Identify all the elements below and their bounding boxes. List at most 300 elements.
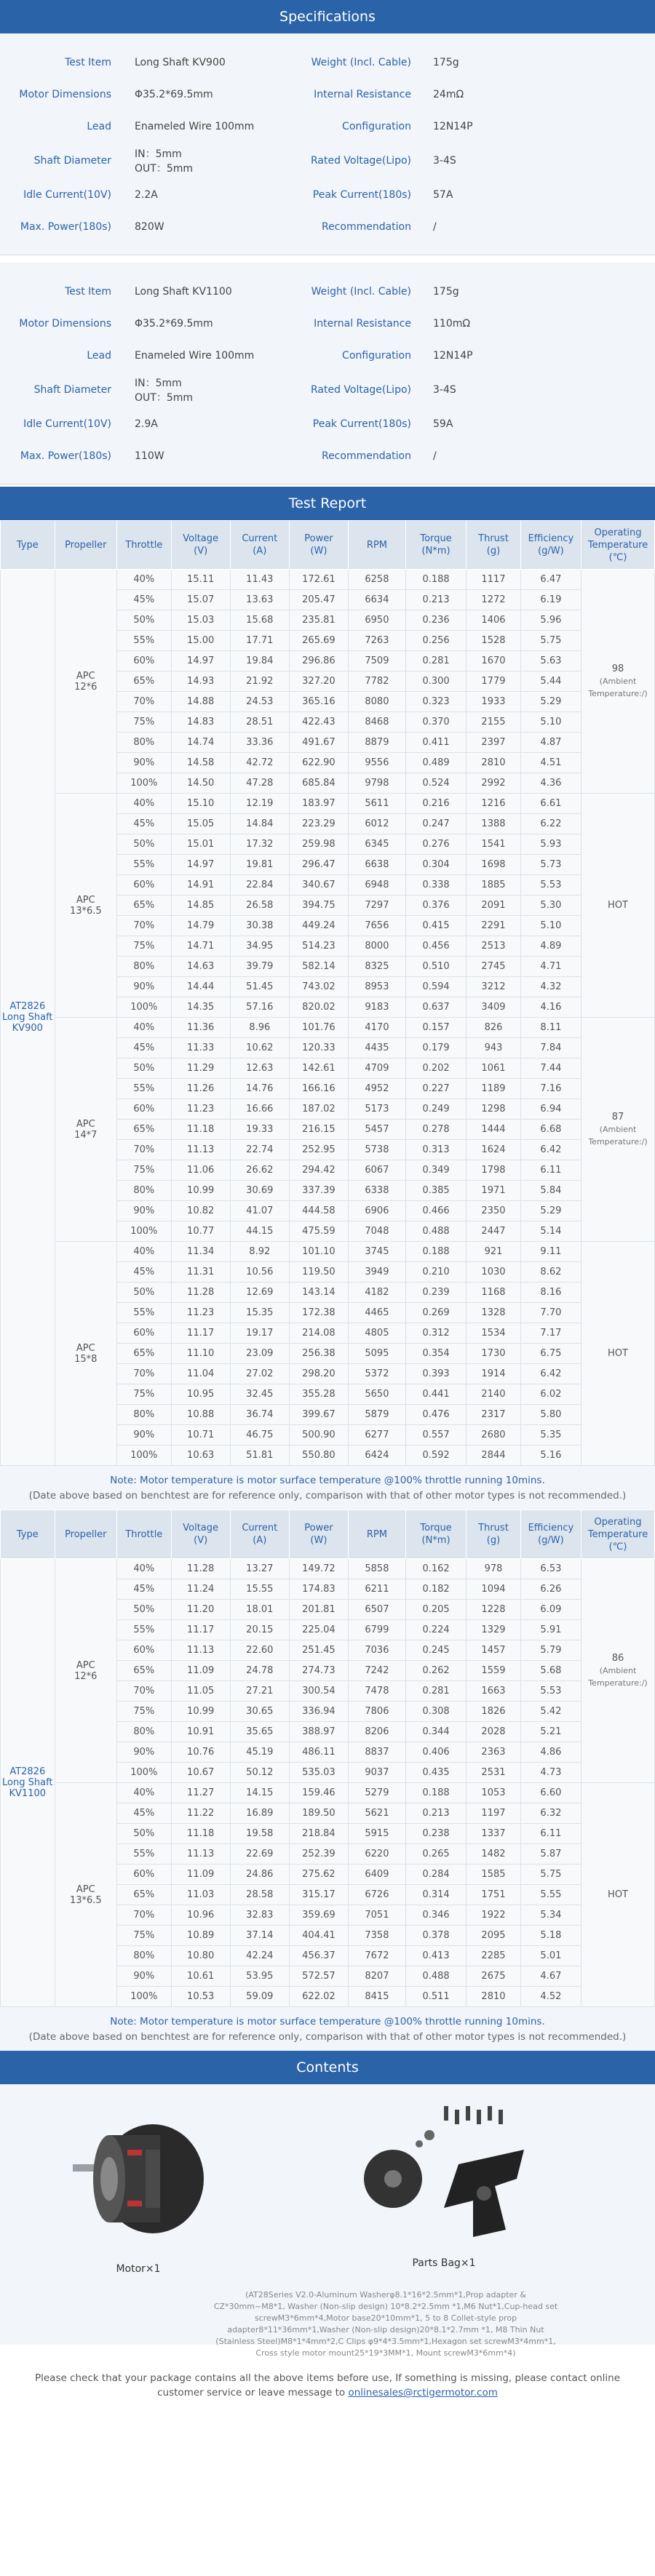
temperature-note: (Ambient Temperature:/) [588,1125,648,1147]
data-cell: 5.53 [520,875,581,896]
table-header-row [1,1510,655,1559]
data-cell: 5.79 [520,1640,581,1661]
data-cell: 1228 [467,1600,521,1620]
data-cell: 0.511 [405,1987,466,2007]
data-cell: 1061 [467,1058,521,1079]
data-cell: 101.10 [289,1242,348,1262]
data-cell: 8953 [348,977,405,997]
column-header: Type [1,1510,55,1559]
temperature-note: (Ambient Temperature:/) [588,1666,648,1688]
spec-row [0,211,655,243]
data-cell: 14.71 [171,936,230,957]
temperature-value: HOT [608,1348,628,1359]
data-cell: 5.14 [520,1221,581,1242]
column-header: Current (A) [230,521,289,570]
data-cell: 45% [117,1579,172,1600]
data-cell: 252.95 [289,1140,348,1160]
data-cell: 34.95 [230,936,289,957]
data-cell: 4.51 [520,753,581,773]
contents-title-bar [0,2051,655,2084]
spec-row [0,47,655,79]
table-row [1,1559,655,1579]
data-cell: 1030 [467,1262,521,1283]
data-cell: 11.33 [171,1038,230,1058]
spec-label: Configuration [342,350,411,362]
data-cell: 0.276 [405,834,466,855]
data-cell: 1328 [467,1303,521,1323]
data-cell: 8000 [348,936,405,957]
data-cell: 100% [117,1221,172,1242]
data-cell: 685.84 [289,773,348,794]
data-cell: 19.17 [230,1323,289,1344]
data-cell: 6220 [348,1844,405,1865]
data-cell: 14.97 [171,651,230,671]
data-cell: 2810 [467,753,521,773]
data-cell: 8.96 [230,1018,289,1038]
data-cell: 274.73 [289,1661,348,1681]
data-cell: 53.95 [230,1966,289,1987]
parts-bag-item [349,2099,539,2269]
data-cell: 24.86 [230,1865,289,1885]
data-cell: 456.37 [289,1946,348,1966]
data-cell: 0.278 [405,1120,466,1140]
temperature-cell [581,570,655,794]
data-cell: 30.38 [230,916,289,936]
data-cell: 70% [117,692,172,712]
data-cell: 90% [117,753,172,773]
data-cell: 4.32 [520,977,581,997]
data-cell: 2513 [467,936,521,957]
data-cell: 826 [467,1018,521,1038]
column-header: Throttle [117,1510,172,1559]
data-cell: 1559 [467,1661,521,1681]
data-cell: 5.68 [520,1661,581,1681]
data-cell: 1779 [467,671,521,692]
data-cell: 0.314 [405,1885,466,1905]
data-cell: 5.73 [520,855,581,875]
data-cell: 0.304 [405,855,466,875]
data-cell: 5738 [348,1140,405,1160]
data-cell: 70% [117,1681,172,1702]
data-cell: 8.92 [230,1242,289,1262]
data-cell: 75% [117,1702,172,1722]
spec-value: Φ35.2*69.5mm [135,318,213,330]
data-cell: 0.179 [405,1038,466,1058]
data-cell: 0.323 [405,692,466,712]
data-cell: 5879 [348,1405,405,1425]
data-cell: 70% [117,1905,172,1926]
data-cell: 1885 [467,875,521,896]
temperature-value: 87 [611,1112,624,1122]
data-cell: 7656 [348,916,405,936]
spec-value: 3-4S [433,155,456,167]
data-cell: 7782 [348,671,405,692]
spec-value: 2.2A [135,189,158,201]
data-cell: 251.45 [289,1640,348,1661]
data-cell: 5.53 [520,1681,581,1702]
column-header: Operating Temperature (℃) [581,1510,655,1559]
data-cell: 214.08 [289,1323,348,1344]
data-cell: 7036 [348,1640,405,1661]
data-cell: 3949 [348,1262,405,1283]
data-cell: 70% [117,1364,172,1384]
propeller-cell: APC 13*6.5 [55,794,117,1018]
data-cell: 1914 [467,1364,521,1384]
motor-type-cell: AT2826 Long Shaft KV900 [1,570,55,1466]
data-cell: 60% [117,1099,172,1120]
data-cell: 622.02 [289,1987,348,2007]
data-cell: 142.61 [289,1058,348,1079]
data-cell: 205.47 [289,590,348,610]
column-header: Efficiency (g/W) [520,1510,581,1559]
email-link[interactable]: onlinesales@rctigermotor.com [348,2387,498,2398]
data-cell: 6.61 [520,794,581,814]
data-cell: 14.74 [171,733,230,753]
temperature-value: HOT [608,1889,628,1900]
data-cell: 1197 [467,1803,521,1824]
data-cell: 5650 [348,1384,405,1405]
spec-label: Max. Power(180s) [20,221,111,233]
data-cell: 60% [117,651,172,671]
spec-label: Internal Resistance [314,89,411,100]
data-cell: 14.50 [171,773,230,794]
data-cell: 2317 [467,1405,521,1425]
spec-block-kv900 [0,33,655,255]
data-cell: 0.262 [405,1661,466,1681]
data-cell: 16.66 [230,1099,289,1120]
data-cell: 0.489 [405,753,466,773]
data-cell: 27.21 [230,1681,289,1702]
data-cell: 11.27 [171,1783,230,1803]
data-cell: 1534 [467,1323,521,1344]
data-cell: 14.93 [171,671,230,692]
data-cell: 5.10 [520,712,581,733]
data-cell: 1798 [467,1160,521,1181]
spec-row [0,440,655,472]
data-cell: 6634 [348,590,405,610]
data-cell: 90% [117,1966,172,1987]
column-header: Power (W) [289,1510,348,1559]
data-cell: 9798 [348,773,405,794]
data-cell: 0.238 [405,1824,466,1844]
data-cell: 42.72 [230,753,289,773]
data-cell: 7051 [348,1905,405,1926]
data-cell: 0.210 [405,1262,466,1283]
data-cell: 315.17 [289,1885,348,1905]
data-cell: 22.69 [230,1844,289,1865]
data-cell: 11.10 [171,1344,230,1364]
data-cell: 10.76 [171,1742,230,1763]
data-cell: 5.91 [520,1620,581,1640]
footer-line-1: Please check that your package contains all the above items before use, If something is missing, please contact online [34,2372,621,2384]
data-cell: 8325 [348,957,405,977]
data-cell: 11.36 [171,1018,230,1038]
data-cell: 80% [117,1181,172,1201]
data-cell: 500.90 [289,1425,348,1445]
data-cell: 11.22 [171,1803,230,1824]
data-cell: 0.213 [405,1803,466,1824]
propeller-cell: APC 13*6.5 [55,1783,117,2007]
data-cell: 0.557 [405,1425,466,1445]
data-cell: 40% [117,794,172,814]
data-cell: 0.411 [405,733,466,753]
data-cell: 11.13 [171,1844,230,1865]
data-cell: 15.05 [171,814,230,834]
data-cell: 336.94 [289,1702,348,1722]
column-header: Thrust (g) [467,1510,521,1559]
data-cell: 404.41 [289,1926,348,1946]
data-cell: 36.74 [230,1405,289,1425]
data-cell: 65% [117,1885,172,1905]
data-cell: 12.63 [230,1058,289,1079]
data-cell: 365.16 [289,692,348,712]
data-cell: 1168 [467,1283,521,1303]
data-cell: 5858 [348,1559,405,1579]
data-cell: 1457 [467,1640,521,1661]
data-cell: 3212 [467,977,521,997]
parts-bag-image [349,2099,539,2252]
data-cell: 19.81 [230,855,289,875]
spec-row [0,276,655,308]
data-cell: 80% [117,957,172,977]
data-cell: 18.01 [230,1600,289,1620]
data-cell: 2140 [467,1384,521,1405]
spec-label: Rated Voltage(Lipo) [310,155,411,167]
table-row [1,1242,655,1262]
data-cell: 6.19 [520,590,581,610]
temperature-value: HOT [608,900,628,911]
data-cell: 10.71 [171,1425,230,1445]
spec-value: Long Shaft KV900 [135,57,226,68]
propeller-cell: APC 15*8 [55,1242,117,1466]
note-line-1: Note: Motor temperature is motor surface temperature @100% throttle running 10mins. [110,1475,545,1486]
data-cell: 327.20 [289,671,348,692]
data-cell: 50% [117,1824,172,1844]
data-cell: 15.55 [230,1579,289,1600]
data-cell: 0.213 [405,590,466,610]
data-cell: 296.86 [289,651,348,671]
data-cell: 0.637 [405,997,466,1018]
data-cell: 75% [117,936,172,957]
data-cell: 6.60 [520,1783,581,1803]
data-cell: 6507 [348,1600,405,1620]
data-cell: 475.59 [289,1221,348,1242]
data-cell: 44.15 [230,1221,289,1242]
data-cell: 6.09 [520,1600,581,1620]
motor-type-cell: AT2826 Long Shaft KV1100 [1,1559,55,2007]
spec-value: 110mΩ [433,318,471,330]
data-cell: 0.406 [405,1742,466,1763]
data-cell: 4170 [348,1018,405,1038]
parts-bag-label: Parts Bag×1 [412,2257,476,2269]
data-cell: 0.308 [405,1702,466,1722]
column-header: Propeller [55,1510,117,1559]
data-cell: 172.61 [289,570,348,590]
specifications-title: Specifications [279,9,376,25]
data-cell: 5457 [348,1120,405,1140]
data-cell: 0.524 [405,773,466,794]
data-cell: 12.19 [230,794,289,814]
data-cell: 6950 [348,610,405,631]
data-cell: 11.09 [171,1865,230,1885]
data-cell: 5915 [348,1824,405,1844]
data-cell: 90% [117,1742,172,1763]
temperature-value: 86 [611,1653,624,1664]
data-cell: 3745 [348,1242,405,1262]
data-cell: 11.26 [171,1079,230,1099]
spec-label: Lead [87,121,111,132]
data-cell: 5.21 [520,1722,581,1742]
data-cell: 0.157 [405,1018,466,1038]
data-cell: 55% [117,1844,172,1865]
data-cell: 6424 [348,1445,405,1466]
data-cell: 8415 [348,1987,405,2007]
spec-value: Enameled Wire 100mm [135,121,255,132]
data-cell: 355.28 [289,1384,348,1405]
data-cell: 6.32 [520,1803,581,1824]
data-cell: 40% [117,1559,172,1579]
data-cell: 4.86 [520,1742,581,1763]
data-cell: 1482 [467,1844,521,1865]
data-cell: 1751 [467,1885,521,1905]
test-report-title: Test Report [288,495,367,511]
data-cell: 0.281 [405,1681,466,1702]
data-cell: 7242 [348,1661,405,1681]
data-cell: 1730 [467,1344,521,1364]
data-cell: 10.95 [171,1384,230,1405]
data-cell: 24.53 [230,692,289,712]
data-cell: 70% [117,916,172,936]
data-cell: 6345 [348,834,405,855]
spec-label: Test Item [65,57,111,68]
data-cell: 11.03 [171,1885,230,1905]
data-cell: 514.23 [289,936,348,957]
data-cell: 259.98 [289,834,348,855]
data-cell: 37.14 [230,1926,289,1946]
spec-label: Test Item [65,286,111,298]
data-cell: 0.188 [405,1783,466,1803]
data-cell: 4435 [348,1038,405,1058]
spec-value: 175g [433,57,459,68]
data-cell: 394.75 [289,896,348,916]
data-cell: 4952 [348,1079,405,1099]
data-cell: 183.97 [289,794,348,814]
spec-label: Recommendation [321,450,411,462]
spec-row [0,308,655,340]
data-cell: 7263 [348,631,405,651]
data-cell: 11.43 [230,570,289,590]
temperature-cell [581,1018,655,1242]
temperature-value: 98 [611,663,624,674]
data-cell: 8879 [348,733,405,753]
data-cell: 11.29 [171,1058,230,1079]
data-cell: 143.14 [289,1283,348,1303]
data-cell: 15.35 [230,1303,289,1323]
data-cell: 55% [117,1303,172,1323]
spec-label: Shaft Diameter [33,155,111,167]
data-cell: 5.01 [520,1946,581,1966]
data-cell: 5.34 [520,1905,581,1926]
data-cell: 8.11 [520,1018,581,1038]
spec-label: Rated Voltage(Lipo) [310,384,411,396]
data-cell: 0.182 [405,1579,466,1600]
data-cell: 21.92 [230,671,289,692]
data-cell: 23.09 [230,1344,289,1364]
data-cell: 0.370 [405,712,466,733]
data-cell: 50.12 [230,1763,289,1783]
test-table-kv1100 [0,1510,655,2007]
data-cell: 6211 [348,1579,405,1600]
data-cell: 149.72 [289,1559,348,1579]
data-cell: 17.71 [230,631,289,651]
motor-image [66,2106,211,2252]
data-cell: 1298 [467,1099,521,1120]
data-cell: 14.79 [171,916,230,936]
note-kv1100 [0,2007,655,2051]
data-cell: 50% [117,1058,172,1079]
spec-label: Motor Dimensions [19,89,111,100]
spec-separator [0,255,655,263]
data-cell: 5.35 [520,1425,581,1445]
data-cell: 2363 [467,1742,521,1763]
column-header: Current (A) [230,1510,289,1559]
data-cell: 11.23 [171,1099,230,1120]
data-cell: 491.67 [289,733,348,753]
data-cell: 65% [117,1344,172,1364]
data-cell: 11.17 [171,1620,230,1640]
data-cell: 359.69 [289,1905,348,1926]
data-cell: 6258 [348,570,405,590]
data-cell: 0.236 [405,610,466,631]
data-cell: 0.354 [405,1344,466,1364]
data-cell: 223.29 [289,814,348,834]
data-cell: 19.84 [230,651,289,671]
data-cell: 5.93 [520,834,581,855]
data-cell: 13.27 [230,1559,289,1579]
contents-title: Contents [296,2059,359,2075]
data-cell: 11.28 [171,1559,230,1579]
data-cell: 0.247 [405,814,466,834]
data-cell: 26.58 [230,896,289,916]
data-cell: 47.28 [230,773,289,794]
data-cell: 11.13 [171,1140,230,1160]
data-cell: 33.36 [230,733,289,753]
data-cell: 5173 [348,1099,405,1120]
data-cell: 5.84 [520,1181,581,1201]
data-cell: 4709 [348,1058,405,1079]
data-cell: 14.35 [171,997,230,1018]
data-cell: 0.227 [405,1079,466,1099]
note-kv900 [0,1466,655,1510]
data-cell: 30.65 [230,1702,289,1722]
data-cell: 65% [117,671,172,692]
data-cell: 11.24 [171,1579,230,1600]
data-cell: 11.09 [171,1661,230,1681]
spec-label: Max. Power(180s) [20,450,111,462]
data-cell: 0.216 [405,794,466,814]
data-cell: 15.07 [171,590,230,610]
spec-value: / [433,450,437,462]
data-cell: 100% [117,997,172,1018]
data-cell: 11.31 [171,1262,230,1283]
data-cell: 550.80 [289,1445,348,1466]
data-cell: 11.04 [171,1364,230,1384]
data-cell: 15.11 [171,570,230,590]
data-cell: 6.53 [520,1559,581,1579]
data-cell: 572.57 [289,1966,348,1987]
data-cell: 1444 [467,1120,521,1140]
data-cell: 10.96 [171,1905,230,1926]
